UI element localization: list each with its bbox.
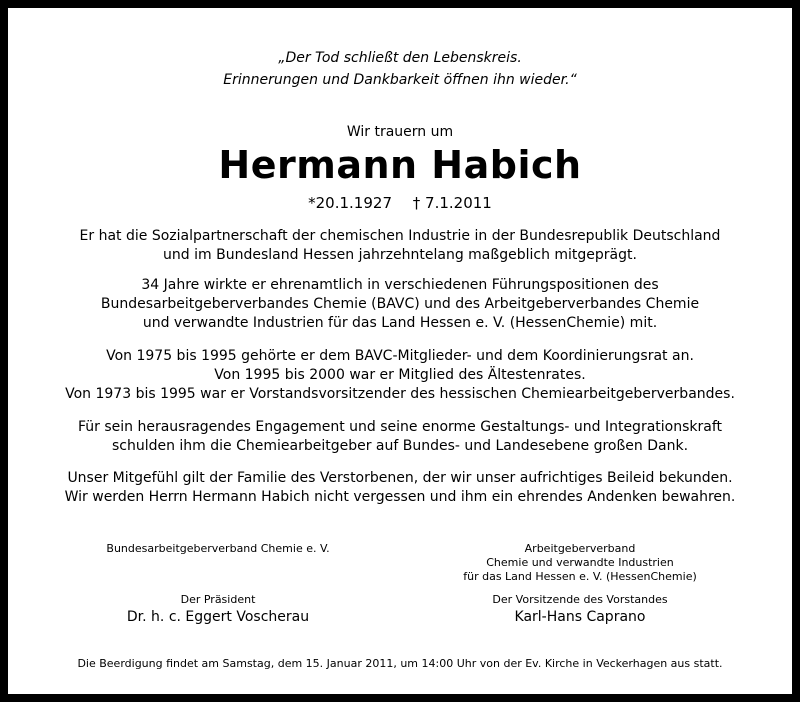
- left-signatory-role: Der Präsident: [180, 593, 256, 606]
- paragraph-line: Von 1995 bis 2000 war er Mitglied des Ältestenrates.: [214, 367, 586, 383]
- paragraph: [8, 418, 792, 456]
- paragraph-line: und verwandte Industrien für das Land Hessen e. V. (HessenChemie) mit.: [142, 315, 658, 331]
- organization-line: Chemie und verwandte Industrien: [486, 556, 674, 569]
- intro-text: Wir trauern um: [346, 124, 454, 140]
- paragraph: [8, 469, 792, 507]
- paragraph: [8, 276, 792, 333]
- paragraph: [8, 347, 792, 404]
- paragraph-line: schulden ihm die Chemiearbeitgeber auf Bundes- und Landesebene großen Dank.: [111, 438, 689, 454]
- organization-line: für das Land Hessen e. V. (HessenChemie): [463, 570, 697, 583]
- paragraph-line: Von 1973 bis 1995 war er Vorstandsvorsitzender des hessischen Chemiearbeitgeberverbandes.: [65, 386, 735, 402]
- paragraph-line: Unser Mitgefühl gilt der Familie des Verstorbenen, der wir unser aufrichtiges Beileid bekunden.: [67, 470, 733, 486]
- quote-line: Erinnerungen und Dankbarkeit öffnen ihn wieder.“: [223, 72, 577, 88]
- paragraph-line: 34 Jahre wirkte er ehrenamtlich in verschiedenen Führungspositionen des: [141, 277, 659, 293]
- funeral-notice: Die Beerdigung findet am Samstag, dem 15. Januar 2011, um 14:00 Uhr von der Ev. Kirche in Veckerhagen aus statt.: [77, 657, 723, 670]
- organization-line: Arbeitgeberverband: [524, 542, 636, 555]
- right-signatory-name: Karl-Hans Caprano: [514, 609, 646, 625]
- quote-line: „Der Tod schließt den Lebenskreis.: [278, 50, 522, 66]
- quote: [8, 47, 792, 91]
- paragraph-line: Von 1975 bis 1995 gehörte er dem BAVC-Mitglieder- und dem Koordinierungsrat an.: [106, 348, 694, 364]
- right-signatory-role: Der Vorsitzende des Vorstandes: [492, 593, 668, 606]
- birth-date: *20.1.1927: [308, 194, 392, 212]
- left-organization: Bundesarbeitgeberverband Chemie e. V.: [106, 542, 330, 555]
- paragraph: [8, 227, 792, 265]
- deceased-name: Hermann Habich: [218, 143, 582, 187]
- life-dates: [8, 194, 792, 212]
- left-signatory-name: Dr. h. c. Eggert Voscherau: [126, 609, 310, 625]
- paragraph-line: Bundesarbeitgeberverbandes Chemie (BAVC) und des Arbeitgeberverbandes Chemie: [100, 296, 700, 312]
- paragraph-line: Für sein herausragendes Engagement und seine enorme Gestaltungs- und Integrationskraft: [77, 419, 723, 435]
- paragraph-line: Wir werden Herrn Hermann Habich nicht vergessen und ihm ein ehrendes Andenken bewahren.: [64, 489, 736, 505]
- paragraph-line: und im Bundesland Hessen jahrzehntelang maßgeblich mitgeprägt.: [163, 247, 637, 263]
- paragraph-line: Er hat die Sozialpartnerschaft der chemischen Industrie in der Bundesrepublik Deutschland: [79, 228, 721, 244]
- death-date: † 7.1.2011: [412, 194, 492, 212]
- right-organization: [440, 542, 720, 584]
